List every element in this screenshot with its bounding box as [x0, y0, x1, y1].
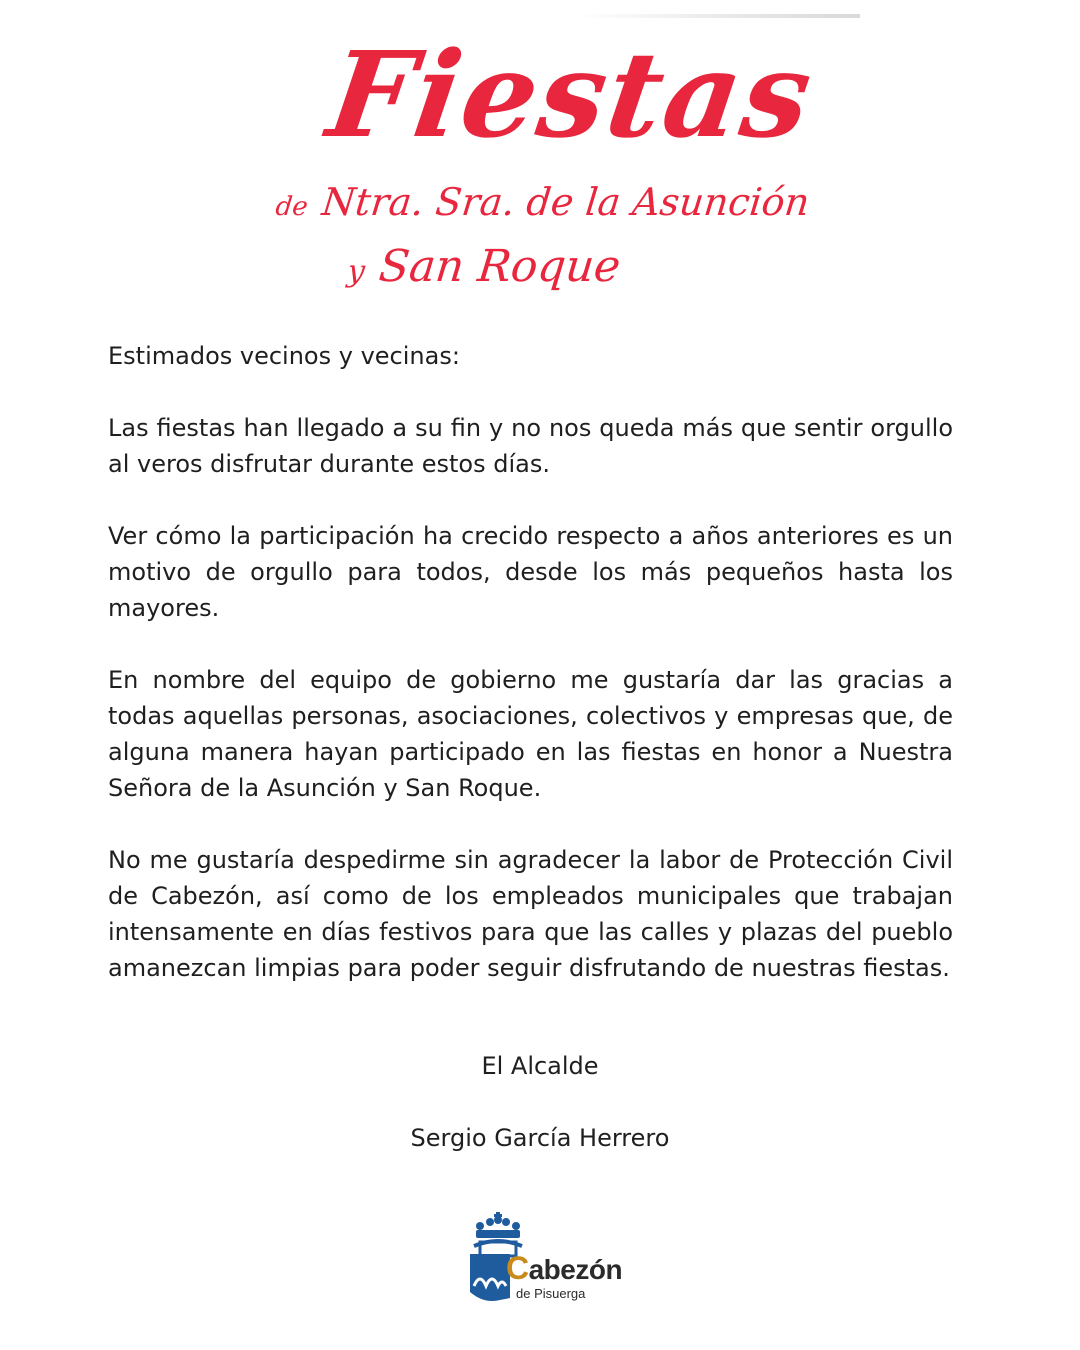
cabezon-town-logo — [466, 1212, 623, 1308]
letter-paragraph-1: Las fiestas han llegado a su fin y no nos queda más que sentir orgullo al veros disfrutar durante estos días. — [108, 414, 953, 478]
title-asuncion: Ntra. Sra. de la Asunción — [319, 180, 812, 224]
letter-paragraph-3: En nombre del equipo de gobierno me gustaría dar las gracias a todas aquellas personas, asociaciones, colectivos y empresas que, de alguna manera hayan participado en las fiestas en honor a Nuestra Señora de la Asunción y San Roque. — [108, 666, 953, 802]
title-line-san-roque — [345, 238, 623, 301]
title-connector: y — [345, 254, 367, 289]
title-fiestas: Fiestas — [320, 25, 822, 164]
letter-paragraph-2: Ver cómo la participación ha crecido respecto a años anteriores es un motivo de orgullo para todos, desde los más pequeños hasta los mayores. — [108, 522, 953, 622]
logo-name: abezón — [528, 1254, 623, 1285]
logo-initial: C — [506, 1250, 529, 1286]
logo-wordmark — [506, 1250, 622, 1287]
title-san-roque: San Roque — [376, 241, 623, 292]
title-line-asuncion — [273, 175, 812, 234]
signature-role: El Alcalde — [481, 1052, 599, 1080]
top-divider — [575, 14, 860, 18]
letter-greeting: Estimados vecinos y vecinas: — [108, 342, 460, 370]
signature-name: Sergio García Herrero — [410, 1124, 670, 1152]
logo-subtitle: de Pisuerga — [516, 1286, 586, 1301]
fiestas-header-logo — [270, 20, 822, 310]
letter-body — [108, 338, 953, 986]
letter-paragraph-4: No me gustaría despedirme sin agradecer la labor de Protección Civil de Cabezón, así como de los empleados municipales que trabajan intensamente en días festivos para que las calles y plazas del pueblo amanezcan limpias para poder seguir disfrutando de nuestras fiestas. — [108, 846, 953, 982]
title-prefix: de — [274, 192, 310, 222]
